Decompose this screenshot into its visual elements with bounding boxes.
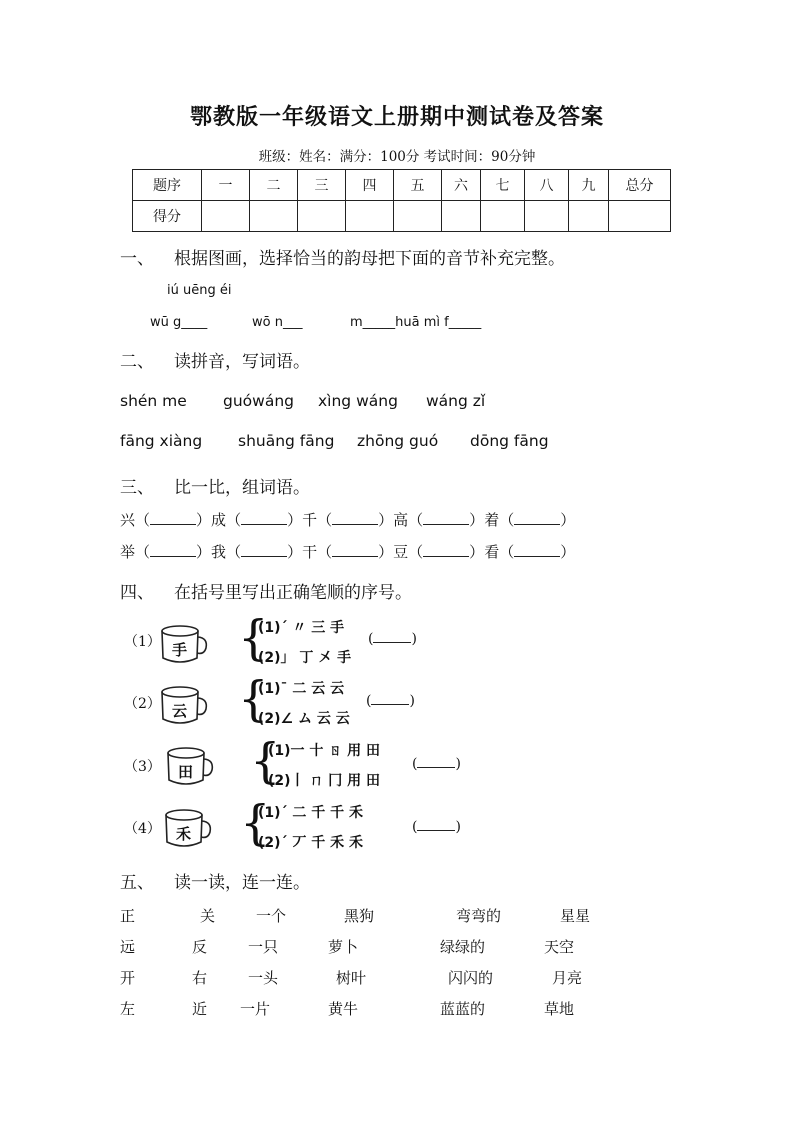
pinyin-item: fāng xiàng xyxy=(120,432,203,450)
cup-character: 田 xyxy=(178,763,194,781)
question-text: 读拼音，写词语。 xyxy=(174,352,310,372)
table-cell: 七 xyxy=(481,170,525,201)
item-label: （3） xyxy=(124,759,161,775)
question-number: 四、 xyxy=(120,583,154,603)
pinyin-item: dōng fāng xyxy=(470,432,549,450)
answer-paren[interactable]: ( ) xyxy=(412,756,461,772)
word-row: 兴（ ）成（ ）千（ ）高（ ）着（ ） xyxy=(120,511,576,529)
table-cell: 得分 xyxy=(133,201,202,232)
stroke-order-option: (2)∠ ム 云 云 xyxy=(258,711,350,727)
question-text: 在括号里写出正确笔顺的序号。 xyxy=(174,583,412,603)
match-word[interactable]: 月亮 xyxy=(552,969,583,987)
answer-blank[interactable] xyxy=(514,509,560,525)
answer-blank[interactable] xyxy=(150,509,196,525)
score-cell[interactable] xyxy=(609,201,671,232)
pinyin-item: shén me xyxy=(120,392,187,410)
match-word[interactable]: 开 xyxy=(120,969,136,987)
cup-character: 禾 xyxy=(176,825,192,843)
match-word[interactable]: 绿绿的 xyxy=(440,938,486,956)
match-word[interactable]: 一只 xyxy=(248,938,279,956)
character: 兴 xyxy=(120,511,136,529)
table-cell: 二 xyxy=(250,170,298,201)
pinyin-item: zhōng guó xyxy=(357,432,439,450)
score-cell[interactable] xyxy=(346,201,394,232)
match-word[interactable]: 一头 xyxy=(248,969,279,987)
match-word[interactable]: 弯弯的 xyxy=(456,907,502,925)
score-input-row xyxy=(133,201,671,232)
table-cell: 一 xyxy=(202,170,250,201)
stroke-order-option: (1)ˊ 〃 三 手 xyxy=(258,620,345,636)
match-word[interactable]: 关 xyxy=(200,907,216,925)
table-cell: 四 xyxy=(346,170,394,201)
score-cell[interactable] xyxy=(202,201,250,232)
match-word[interactable]: 右 xyxy=(192,969,208,987)
answer-blank[interactable] xyxy=(332,541,378,557)
pinyin-item: guówáng xyxy=(223,392,294,410)
brace: { xyxy=(238,610,269,666)
syllable-item[interactable]: wū g____ xyxy=(150,315,208,330)
question-text: 根据图画，选择恰当的韵母把下面的音节补充完整。 xyxy=(174,249,565,269)
table-cell: 六 xyxy=(442,170,481,201)
stroke-order-option: (2)」 丁 㐅 手 xyxy=(258,650,352,666)
pinyin-item: wáng zǐ xyxy=(426,392,486,410)
character: 豆 xyxy=(393,543,409,561)
score-header-row xyxy=(133,170,671,201)
question-text: 比一比，组词语。 xyxy=(174,478,310,498)
answer-blank[interactable] xyxy=(514,541,560,557)
answer-blank[interactable] xyxy=(241,509,287,525)
match-word[interactable]: 正 xyxy=(120,907,136,925)
match-word[interactable]: 星星 xyxy=(560,907,591,925)
stroke-order-option: (2)ˊ 丆 千 禾 禾 xyxy=(258,835,364,851)
character: 成 xyxy=(211,511,227,529)
score-cell[interactable] xyxy=(394,201,442,232)
answer-blank[interactable] xyxy=(423,541,469,557)
character: 举 xyxy=(120,543,136,561)
question-number: 一、 xyxy=(120,249,154,269)
answer-paren[interactable]: ( ) xyxy=(366,693,415,709)
match-word[interactable]: 蓝蓝的 xyxy=(440,1000,486,1018)
match-word[interactable]: 萝卜 xyxy=(328,938,359,956)
score-cell[interactable] xyxy=(442,201,481,232)
character: 我 xyxy=(211,543,227,561)
match-word[interactable]: 远 xyxy=(120,938,136,956)
item-label: （2） xyxy=(124,696,161,712)
item-label: （4） xyxy=(124,821,161,837)
syllable-item[interactable]: wō n___ xyxy=(252,315,303,330)
match-word[interactable]: 草地 xyxy=(544,1000,575,1018)
table-cell: 题序 xyxy=(133,170,202,201)
syllable-item[interactable]: m_____huā mì f_____ xyxy=(350,315,482,330)
question-5-heading xyxy=(120,868,310,893)
score-table xyxy=(132,169,671,232)
pinyin-item: xìng wáng xyxy=(318,392,398,410)
match-word[interactable]: 天空 xyxy=(544,938,575,956)
match-word[interactable]: 一个 xyxy=(256,907,287,925)
answer-blank[interactable] xyxy=(241,541,287,557)
stroke-order-option: (1)一 十 ㄖ 用 田 xyxy=(268,743,381,759)
match-word[interactable]: 一片 xyxy=(240,1000,271,1018)
score-cell[interactable] xyxy=(481,201,525,232)
stroke-order-option: (2)丨 ㄇ 冂 用 田 xyxy=(268,773,381,789)
question-number: 三、 xyxy=(120,478,154,498)
table-cell: 九 xyxy=(569,170,609,201)
page-title: 鄂教版一年级语文上册期中测试卷及答案 xyxy=(189,104,604,130)
answer-blank[interactable] xyxy=(332,509,378,525)
match-word[interactable]: 黄牛 xyxy=(328,1000,359,1018)
question-number: 五、 xyxy=(120,873,154,893)
match-word[interactable]: 反 xyxy=(192,938,208,956)
stroke-order-option: (1)ˉ 二 云 云 xyxy=(258,681,345,697)
pinyin-item: shuāng fāng xyxy=(238,432,335,450)
match-word[interactable]: 左 xyxy=(120,1000,136,1018)
answer-paren[interactable]: ( ) xyxy=(412,819,461,835)
answer-blank[interactable] xyxy=(423,509,469,525)
answer-blank[interactable] xyxy=(150,541,196,557)
cup-character: 云 xyxy=(172,702,188,720)
vowel-options: iú uēng éi xyxy=(167,283,232,298)
character: 着 xyxy=(484,511,500,529)
match-word[interactable]: 黑狗 xyxy=(344,907,375,925)
brace: { xyxy=(238,671,269,727)
word-row: 举（ ）我（ ）干（ ）豆（ ）看（ ） xyxy=(120,543,576,561)
score-cell[interactable] xyxy=(298,201,346,232)
table-cell: 总分 xyxy=(609,170,671,201)
item-label: （1） xyxy=(124,634,161,650)
answer-paren[interactable]: ( ) xyxy=(368,631,417,647)
match-word[interactable]: 树叶 xyxy=(336,969,367,987)
question-4-heading xyxy=(120,578,412,603)
question-number: 二、 xyxy=(120,352,154,372)
brace: { xyxy=(240,795,271,851)
match-word[interactable]: 闪闪的 xyxy=(448,969,494,987)
character: 千 xyxy=(302,511,318,529)
question-1-heading xyxy=(120,244,565,269)
cup-character: 手 xyxy=(172,641,188,659)
character: 看 xyxy=(484,543,500,561)
character: 干 xyxy=(302,543,318,561)
table-cell: 五 xyxy=(394,170,442,201)
question-3-heading xyxy=(120,473,310,498)
stroke-order-option: (1)ˊ 二 千 千 禾 xyxy=(258,805,364,821)
brace: { xyxy=(250,733,281,789)
table-cell: 八 xyxy=(525,170,569,201)
table-cell: 三 xyxy=(298,170,346,201)
exam-info: 班级：姓名：满分：100分 考试时间：90分钟 xyxy=(258,149,536,165)
score-cell[interactable] xyxy=(525,201,569,232)
question-2-heading xyxy=(120,347,310,372)
score-cell[interactable] xyxy=(569,201,609,232)
question-text: 读一读，连一连。 xyxy=(174,873,310,893)
score-cell[interactable] xyxy=(250,201,298,232)
match-word[interactable]: 近 xyxy=(192,1000,208,1018)
character: 高 xyxy=(393,511,409,529)
